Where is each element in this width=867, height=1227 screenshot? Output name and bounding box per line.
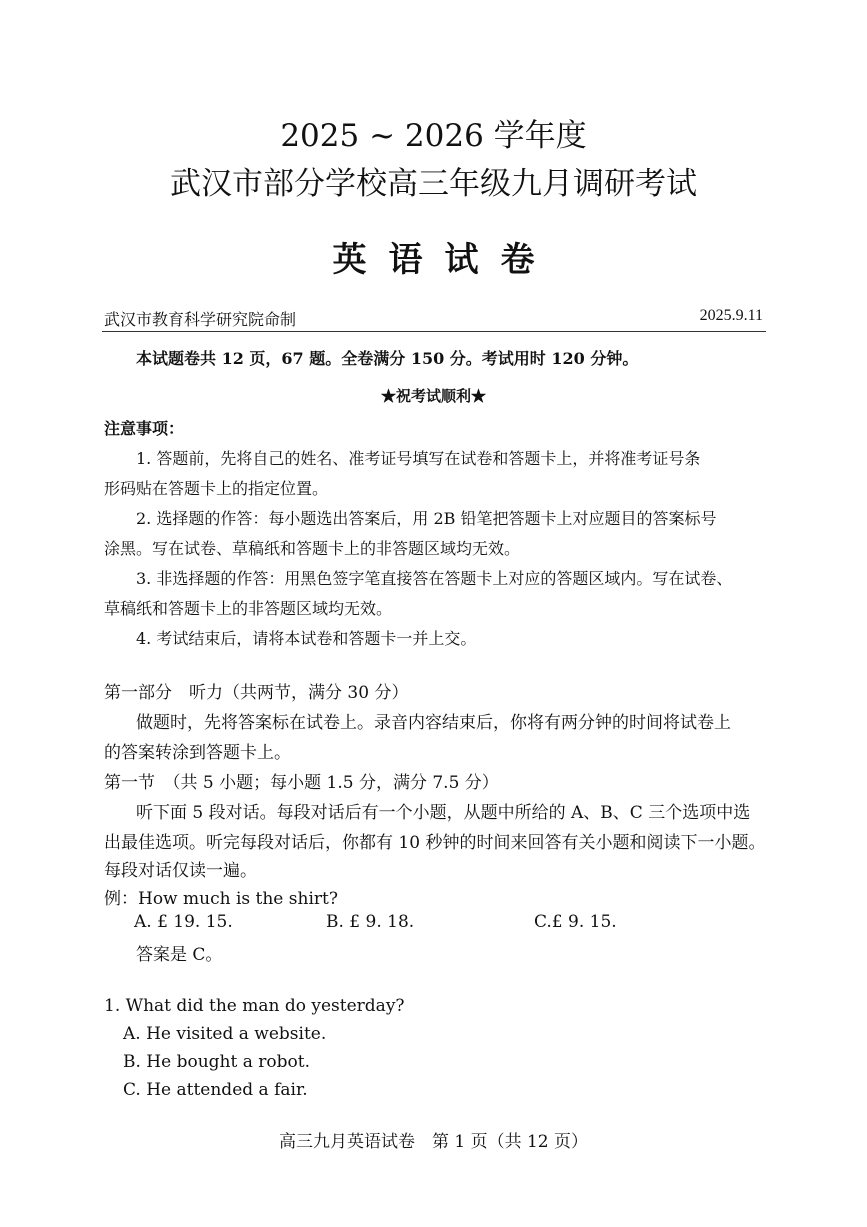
page-footer: 高三九月英语试卷 第 1 页（共 12 页） bbox=[278, 1132, 589, 1152]
notice-item-1-line-2: 形码贴在答题卡上的指定位置。 bbox=[104, 479, 329, 498]
notice-item-2-line-1: 2. 选择题的作答：每小题选出答案后，用 2B 铅笔把答题卡上对应题目的答案标号 bbox=[136, 509, 717, 528]
example-answer: 答案是 C。 bbox=[136, 945, 223, 965]
section1-line-3: 每段对话仅读一遍。 bbox=[104, 861, 257, 881]
part1-intro-line-1: 做题时，先将答案标在试卷上。录音内容结束后，你将有两分钟的时间将试卷上 bbox=[136, 713, 731, 733]
part1-intro-line-2: 的答案转涂到答题卡上。 bbox=[104, 743, 291, 763]
notice-heading: 注意事项： bbox=[104, 419, 185, 438]
header-divider bbox=[102, 331, 766, 332]
question-1-option-b: B. He bought a robot. bbox=[123, 1052, 310, 1072]
notice-item-1-line-1: 1. 答题前，先将自己的姓名、准考证号填写在试卷和答题卡上，并将准考证号条 bbox=[136, 449, 701, 468]
example-option-c: C.£ 9. 15. bbox=[534, 912, 617, 932]
example-option-b: B. £ 9. 18. bbox=[326, 912, 415, 932]
part1-heading: 第一部分 听力（共两节，满分 30 分） bbox=[104, 683, 409, 703]
section1-line-2: 出最佳选项。听完每段对话后，你都有 10 秒钟的时间来回答有关小题和阅读下一小题。 bbox=[104, 833, 766, 853]
notice-item-3-line-2: 草稿纸和答题卡上的非答题区域均无效。 bbox=[104, 599, 393, 618]
notice-item-3-line-1: 3. 非选择题的作答：用黑色签字笔直接答在答题卡上对应的答题区域内。写在试卷、 bbox=[136, 569, 733, 588]
example-option-a: A. £ 19. 15. bbox=[134, 912, 233, 932]
example-question: 例：How much is the shirt? bbox=[104, 889, 338, 909]
notice-item-2-line-2: 涂黑。写在试卷、草稿纸和答题卡上的非答题区域均无效。 bbox=[104, 539, 521, 558]
question-1-option-a: A. He visited a website. bbox=[123, 1024, 327, 1044]
section1-line-1: 听下面 5 段对话。每段对话后有一个小题，从题中所给的 A、B、C 三个选项中选 bbox=[136, 803, 751, 823]
subject-title: 英语试卷 bbox=[332, 240, 557, 280]
good-luck-banner: ★祝考试顺利★ bbox=[380, 387, 486, 405]
exam-summary: 本试题卷共 12 页，67 题。全卷满分 150 分。考试用时 120 分钟。 bbox=[136, 349, 639, 368]
question-1-option-c: C. He attended a fair. bbox=[123, 1080, 308, 1100]
exam-title: 武汉市部分学校高三年级九月调研考试 bbox=[170, 166, 697, 202]
exam-date: 2025.9.11 bbox=[699, 307, 763, 324]
question-1-stem: 1. What did the man do yesterday? bbox=[104, 996, 405, 1016]
section1-heading: 第一节 （共 5 小题；每小题 1.5 分，满分 7.5 分） bbox=[104, 773, 499, 793]
publisher: 武汉市教育科学研究院命制 bbox=[104, 310, 297, 329]
notice-item-4-line-1: 4. 考试结束后，请将本试卷和答题卡一并上交。 bbox=[136, 629, 477, 648]
year-line: 2025 ~ 2026 学年度 bbox=[280, 118, 587, 154]
